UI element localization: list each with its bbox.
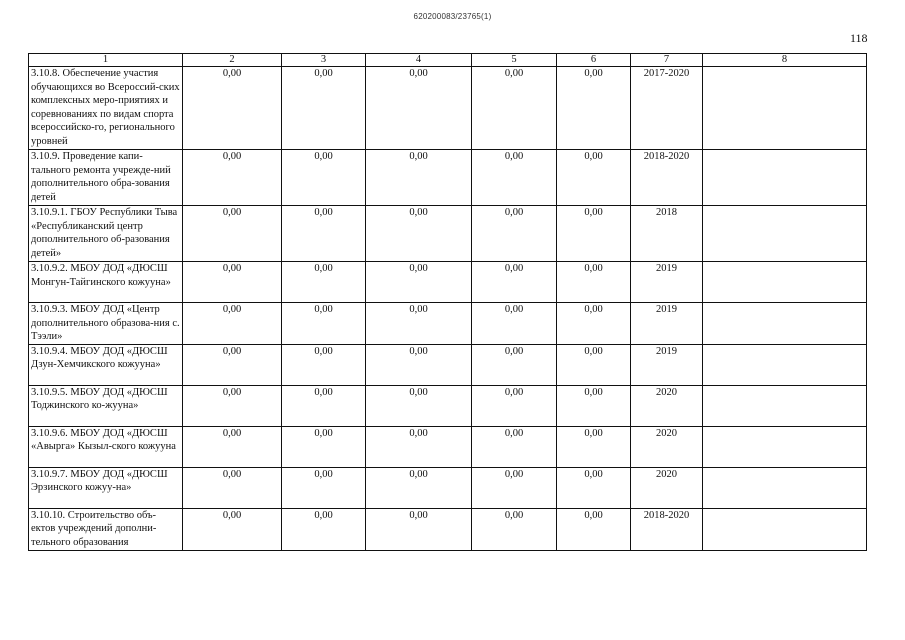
value-cell: 0,00 <box>366 344 472 385</box>
note-cell <box>703 150 867 206</box>
value-cell: 0,00 <box>183 150 282 206</box>
note-cell <box>703 344 867 385</box>
value-cell: 0,00 <box>472 344 557 385</box>
table-row <box>29 303 867 345</box>
years-cell: 2017-2020 <box>631 67 703 150</box>
document-header-code: 620200083/23765(1) <box>413 12 492 21</box>
note-cell <box>703 67 867 150</box>
row-label: 3.10.9.1. ГБОУ Республики Тыва «Республиканский центр дополнительного об-разования детей» <box>29 206 183 262</box>
years-cell: 2018-2020 <box>631 508 703 550</box>
page-number: 118 <box>850 31 868 45</box>
table-header-row <box>29 54 867 67</box>
row-label: 3.10.9.6. МБОУ ДОД «ДЮСШ «Авырга» Кызыл-ского кожууна <box>29 426 183 467</box>
row-label: 3.10.9.7. МБОУ ДОД «ДЮСШ Эрзинского кожуу-на» <box>29 467 183 508</box>
value-cell: 0,00 <box>282 385 366 426</box>
value-cell: 0,00 <box>472 467 557 508</box>
years-cell: 2018 <box>631 206 703 262</box>
value-cell: 0,00 <box>557 303 631 345</box>
value-cell: 0,00 <box>183 467 282 508</box>
data-table <box>28 53 867 551</box>
column-header: 8 <box>703 54 867 67</box>
value-cell: 0,00 <box>282 426 366 467</box>
row-label: 3.10.9.2. МБОУ ДОД «ДЮСШ Монгун-Тайгинского кожууна» <box>29 262 183 303</box>
value-cell: 0,00 <box>557 426 631 467</box>
value-cell: 0,00 <box>557 467 631 508</box>
note-cell <box>703 385 867 426</box>
table-row <box>29 426 867 467</box>
years-cell: 2019 <box>631 303 703 345</box>
note-cell <box>703 467 867 508</box>
value-cell: 0,00 <box>282 508 366 550</box>
value-cell: 0,00 <box>472 206 557 262</box>
value-cell: 0,00 <box>366 426 472 467</box>
row-label: 3.10.9.5. МБОУ ДОД «ДЮСШ Тоджинского ко-жууна» <box>29 385 183 426</box>
value-cell: 0,00 <box>472 262 557 303</box>
table-row <box>29 150 867 206</box>
value-cell: 0,00 <box>282 262 366 303</box>
value-cell: 0,00 <box>366 303 472 345</box>
column-header: 5 <box>472 54 557 67</box>
row-label: 3.10.9.4. МБОУ ДОД «ДЮСШ Дзун-Хемчикского кожууна» <box>29 344 183 385</box>
column-header: 7 <box>631 54 703 67</box>
value-cell: 0,00 <box>183 508 282 550</box>
value-cell: 0,00 <box>472 508 557 550</box>
column-header: 1 <box>29 54 183 67</box>
value-cell: 0,00 <box>472 385 557 426</box>
value-cell: 0,00 <box>366 508 472 550</box>
row-label: 3.10.10. Строительство объ-ектов учреждений дополни-тельного образования <box>29 508 183 550</box>
value-cell: 0,00 <box>282 150 366 206</box>
value-cell: 0,00 <box>557 262 631 303</box>
value-cell: 0,00 <box>557 150 631 206</box>
value-cell: 0,00 <box>183 426 282 467</box>
value-cell: 0,00 <box>183 206 282 262</box>
table-row <box>29 67 867 150</box>
row-label: 3.10.8. Обеспечение участия обучающихся во Всероссий-ских комплексных меро-приятиях и соревнованиях по видам спорта всероссийско-го, регионального уровней <box>29 67 183 150</box>
column-header: 3 <box>282 54 366 67</box>
years-cell: 2019 <box>631 262 703 303</box>
years-cell: 2020 <box>631 385 703 426</box>
note-cell <box>703 508 867 550</box>
years-cell: 2020 <box>631 426 703 467</box>
value-cell: 0,00 <box>183 344 282 385</box>
table-row <box>29 508 867 550</box>
years-cell: 2020 <box>631 467 703 508</box>
value-cell: 0,00 <box>366 150 472 206</box>
value-cell: 0,00 <box>366 262 472 303</box>
value-cell: 0,00 <box>557 385 631 426</box>
value-cell: 0,00 <box>472 67 557 150</box>
table-row <box>29 344 867 385</box>
value-cell: 0,00 <box>366 67 472 150</box>
value-cell: 0,00 <box>282 344 366 385</box>
value-cell: 0,00 <box>472 426 557 467</box>
table-row <box>29 206 867 262</box>
column-header: 6 <box>557 54 631 67</box>
value-cell: 0,00 <box>282 206 366 262</box>
column-header: 4 <box>366 54 472 67</box>
note-cell <box>703 303 867 345</box>
note-cell <box>703 262 867 303</box>
value-cell: 0,00 <box>472 150 557 206</box>
value-cell: 0,00 <box>557 206 631 262</box>
value-cell: 0,00 <box>282 467 366 508</box>
value-cell: 0,00 <box>282 67 366 150</box>
value-cell: 0,00 <box>183 303 282 345</box>
row-label: 3.10.9.3. МБОУ ДОД «Центр дополнительного образова-ния с. Тээли» <box>29 303 183 345</box>
value-cell: 0,00 <box>557 67 631 150</box>
value-cell: 0,00 <box>282 303 366 345</box>
years-cell: 2019 <box>631 344 703 385</box>
value-cell: 0,00 <box>366 385 472 426</box>
column-header: 2 <box>183 54 282 67</box>
table-row <box>29 262 867 303</box>
value-cell: 0,00 <box>183 262 282 303</box>
value-cell: 0,00 <box>472 303 557 345</box>
value-cell: 0,00 <box>183 385 282 426</box>
years-cell: 2018-2020 <box>631 150 703 206</box>
value-cell: 0,00 <box>557 344 631 385</box>
value-cell: 0,00 <box>366 206 472 262</box>
row-label: 3.10.9. Проведение капи-тального ремонта учрежде-ний дополнительного обра-зования детей <box>29 150 183 206</box>
note-cell <box>703 426 867 467</box>
value-cell: 0,00 <box>557 508 631 550</box>
value-cell: 0,00 <box>183 67 282 150</box>
table-row <box>29 467 867 508</box>
note-cell <box>703 206 867 262</box>
value-cell: 0,00 <box>366 467 472 508</box>
table-row <box>29 385 867 426</box>
